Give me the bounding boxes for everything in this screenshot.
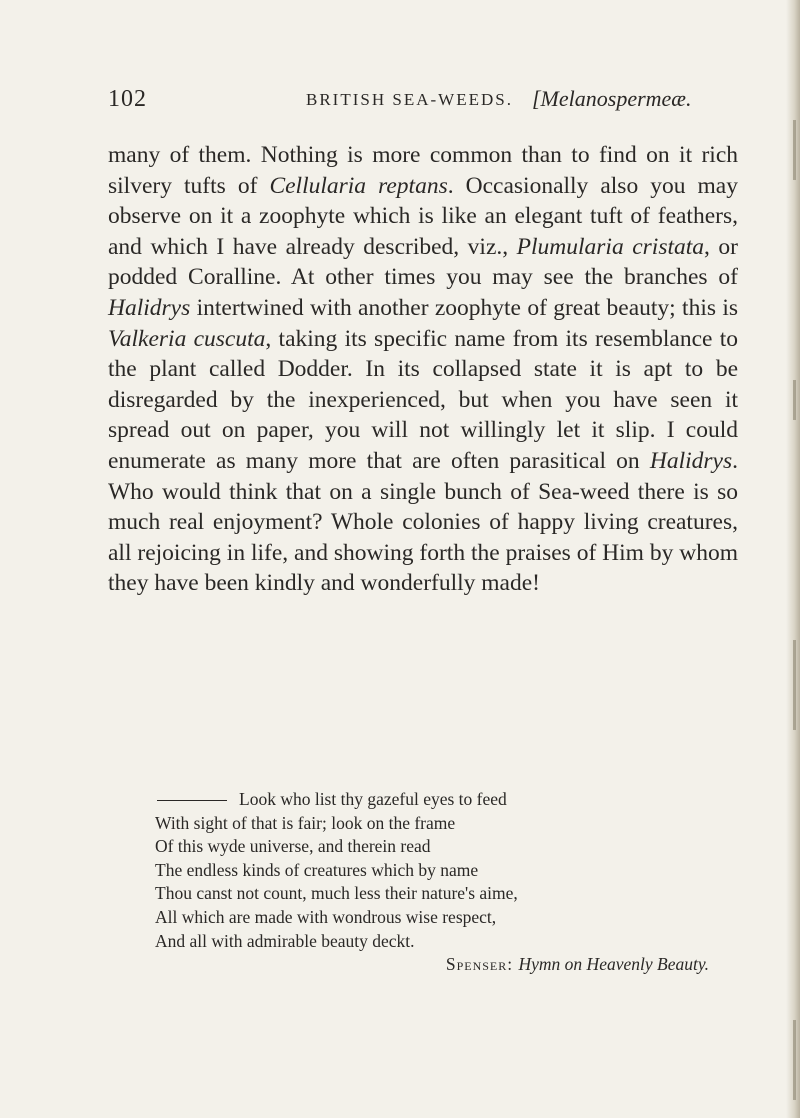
species-name: Cellularia reptans bbox=[269, 172, 448, 199]
text-run: many of them. Nothing is more common than to find on it rich silvery tufts of bbox=[108, 142, 738, 199]
species-name: Halidrys bbox=[649, 447, 733, 474]
attribution-title: Hymn on Heavenly Beauty. bbox=[518, 954, 709, 975]
quote-attribution bbox=[155, 953, 755, 977]
attribution-author: Spenser: bbox=[445, 954, 519, 975]
text-run: . Who would think that on a single bunch of Sea-weed there is so much real enjoyment? Whole colonies of happy living creatures, all rejoicing in life, and showing forth the praises of Him by whom they have been kindly and wonderfully made! bbox=[108, 447, 738, 597]
page-edge bbox=[786, 0, 800, 1118]
quote-line: With sight of that is fair; look on the frame bbox=[155, 812, 456, 833]
text-run: , or podded Coralline. At other times you may see the branches of bbox=[108, 233, 739, 291]
paragraph bbox=[108, 140, 738, 599]
species-name: Valkeria cuscuta bbox=[108, 325, 266, 352]
quote-line: And all with admirable beauty deckt. bbox=[155, 930, 415, 951]
species-name: Plumularia cristata bbox=[516, 233, 705, 260]
quote-line bbox=[155, 788, 755, 812]
running-header bbox=[108, 86, 748, 116]
body-paragraph bbox=[108, 140, 738, 599]
species-name: Halidrys bbox=[108, 294, 191, 321]
edge-mark bbox=[793, 380, 796, 420]
edge-mark bbox=[793, 640, 796, 730]
page-number: 102 bbox=[108, 86, 147, 112]
quote-line: Of this wyde universe, and therein read bbox=[155, 836, 431, 857]
edge-mark bbox=[793, 1020, 796, 1100]
poem-quote bbox=[155, 788, 755, 977]
running-title: BRITISH SEA-WEEDS. bbox=[306, 90, 513, 109]
text-run: . Occasionally also you may observe on it a zoophyte which is like an elegant tuft of feathers, and which I have already described, viz., bbox=[108, 172, 738, 260]
quote-line: All which are made with wondrous wise respect, bbox=[155, 906, 497, 927]
running-section: [Melanospermeæ. bbox=[532, 86, 692, 111]
quote-dash bbox=[157, 800, 227, 801]
quote-line: Thou canst not count, much less their nature's aime, bbox=[155, 883, 518, 904]
edge-mark bbox=[793, 120, 796, 180]
quote-line-text: Look who list thy gazeful eyes to feed bbox=[239, 789, 507, 809]
quote-line: The endless kinds of creatures which by name bbox=[155, 859, 479, 880]
text-run: intertwined with another zoophyte of great beauty; this is bbox=[190, 294, 738, 321]
text-run: , taking its specific name from its resemblance to the plant called Dodder. In its collapsed state it is apt to be disregarded by the inexperienced, but when you have seen it spread out on paper, you will not willingly let it slip. I could enumerate as many more that are often parasitical on bbox=[108, 325, 738, 474]
